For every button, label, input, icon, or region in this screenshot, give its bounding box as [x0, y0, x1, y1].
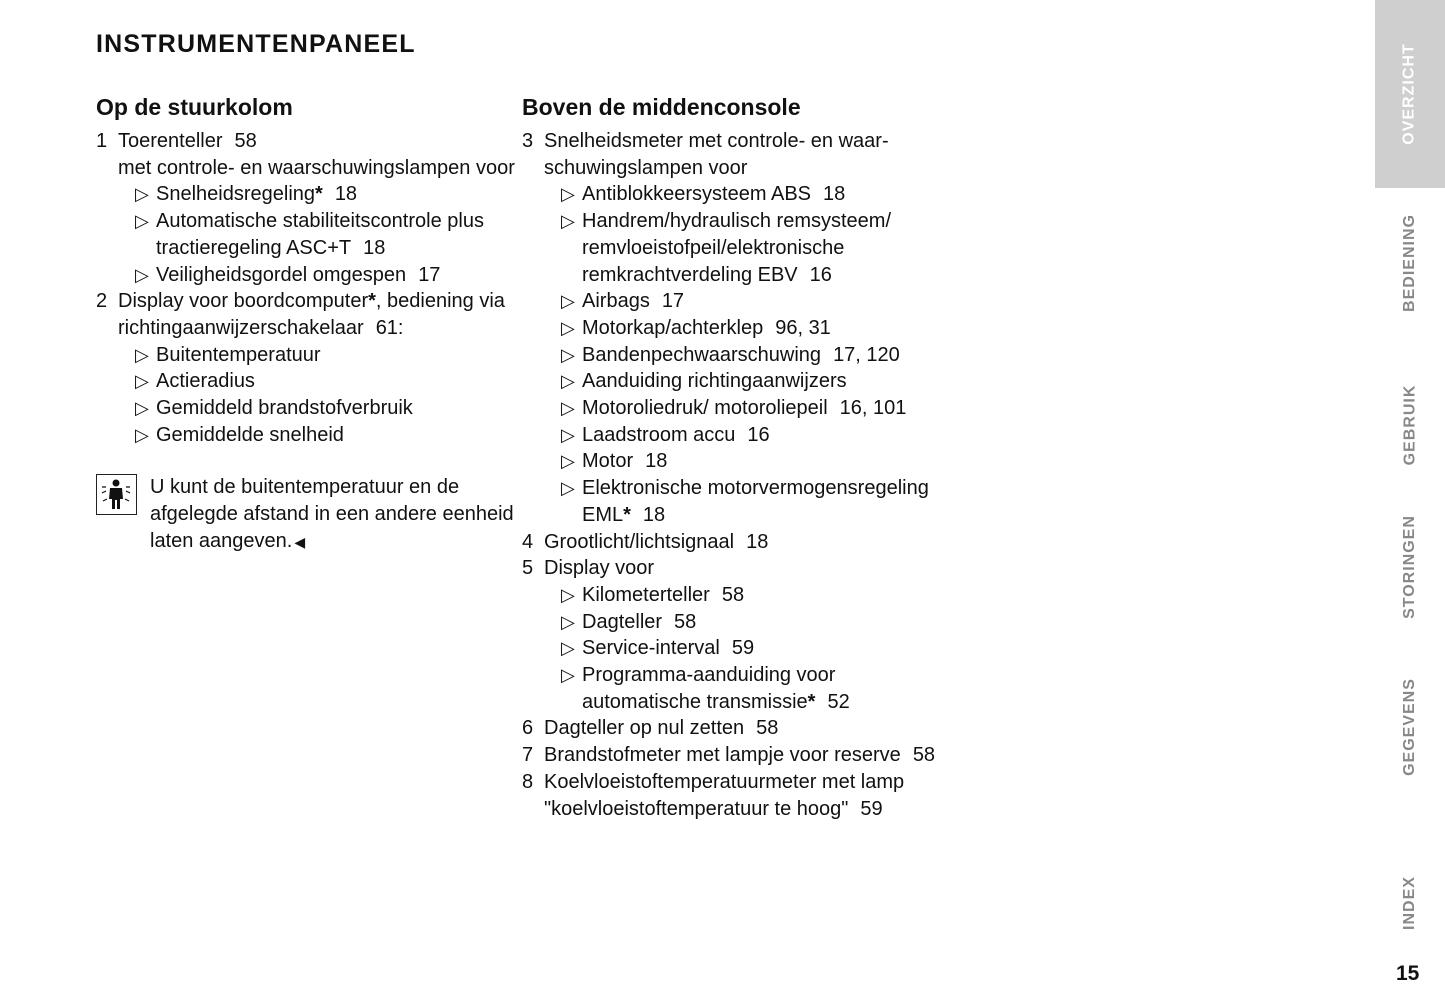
note-text: U kunt de buitentemperatuur en de afgelegde afstand in een andere eenheid laten aangeven.	[150, 476, 514, 552]
sub-item	[544, 582, 942, 609]
page-ref: 58	[756, 717, 779, 740]
asterisk-mark: *	[315, 183, 323, 206]
sub-item-text: Antiblokkeersysteem ABS	[582, 183, 811, 206]
sub-item-text: Laadstroom accu	[582, 423, 736, 446]
page-ref: 18	[363, 236, 386, 259]
sub-list	[118, 181, 516, 288]
sub-item-text: Airbags	[582, 290, 650, 313]
item-text: Grootlicht/lichtsignaal	[544, 530, 735, 553]
end-marker-icon: ◀	[294, 533, 306, 550]
item-text: Koelvloeistoftemperatuurmeter met lamp "koelvloeistoftemperatuur te hoog"	[544, 770, 905, 820]
sub-item	[118, 342, 516, 369]
triangle-bullet-icon: ▷	[135, 264, 149, 285]
item-number: 6	[522, 717, 534, 740]
sub-item	[544, 208, 942, 288]
triangle-bullet-icon: ▷	[561, 478, 575, 499]
tab-gegevens[interactable]	[1375, 652, 1445, 802]
triangle-bullet-icon: ▷	[561, 611, 575, 632]
triangle-bullet-icon: ▷	[561, 424, 575, 445]
tab-label: OVERZICHT	[1401, 43, 1419, 145]
sub-item	[118, 422, 516, 449]
sub-item-text: Motorkap/achterklep	[582, 316, 764, 339]
left-list	[96, 128, 516, 448]
page-title: INSTRUMENTENPANEEL	[96, 30, 416, 58]
page-ref: 17	[661, 290, 685, 313]
triangle-bullet-icon: ▷	[561, 371, 575, 392]
triangle-bullet-icon: ▷	[135, 424, 149, 445]
triangle-bullet-icon: ▷	[561, 291, 575, 312]
tab-label: INDEX	[1401, 876, 1418, 930]
page-ref: 18	[823, 183, 846, 206]
tab-gebruik[interactable]	[1375, 350, 1445, 500]
page-ref: 18	[334, 183, 358, 206]
right-list	[522, 128, 942, 822]
sub-item	[544, 315, 942, 342]
page-ref: 59	[860, 797, 883, 820]
item-text: Display voor boordcomputer	[118, 290, 369, 313]
sub-item	[544, 662, 942, 715]
page-ref: 96, 31	[775, 316, 831, 339]
sub-item-text: Actieradius	[156, 370, 255, 393]
triangle-bullet-icon: ▷	[135, 184, 149, 205]
tab-label: GEBRUIK	[1401, 384, 1418, 466]
sub-item-text: Motoroliedruk/ motoroliepeil	[582, 397, 828, 420]
sub-item-text: Kilometerteller	[582, 583, 710, 606]
page-ref: 59	[731, 637, 755, 660]
item-number: 8	[522, 770, 534, 793]
page-ref: 52	[827, 690, 850, 713]
asterisk-mark: *	[807, 690, 816, 713]
triangle-bullet-icon: ▷	[561, 211, 575, 232]
item-text: Dagteller op nul zetten	[544, 717, 745, 740]
item-number: 1	[96, 130, 108, 152]
list-item-7	[522, 742, 942, 769]
item-text: Brandstofmeter met lampje voor reserve	[544, 744, 901, 767]
page-ref: 18	[642, 503, 666, 526]
item-number: 3	[522, 130, 534, 152]
sub-item-text: Veiligheidsgordel omgespen	[156, 263, 407, 286]
left-heading: Op de stuurkolom	[96, 94, 293, 120]
triangle-bullet-icon: ▷	[561, 638, 575, 659]
tab-label: STORINGEN	[1401, 515, 1419, 619]
sub-item-text: Elektronische motorvermogensregeling EML	[582, 477, 929, 526]
tab-index[interactable]	[1375, 828, 1445, 978]
page-ref: 18	[746, 530, 769, 553]
note-person-icon	[96, 474, 137, 515]
sub-item-text: Buitentemperatuur	[156, 343, 321, 366]
triangle-bullet-icon: ▷	[135, 211, 149, 232]
triangle-bullet-icon: ▷	[135, 398, 149, 419]
item-text: Snelheidsmeter met controle- en waarschuwingslampen voor	[544, 130, 889, 179]
sub-item	[544, 181, 942, 208]
note-text-wrap	[96, 474, 516, 555]
triangle-bullet-icon: ▷	[561, 665, 575, 686]
sub-item	[118, 208, 516, 261]
list-item-4	[522, 529, 942, 556]
page-ref: 58	[912, 744, 936, 767]
sub-item	[118, 262, 516, 289]
sub-item-text: Handrem/hydraulisch remsysteem/ remvloeistofpeil/elektronische remkrachtverdeling EBV	[582, 210, 891, 286]
left-column	[96, 92, 516, 556]
sub-item	[544, 422, 942, 449]
triangle-bullet-icon: ▷	[135, 371, 149, 392]
section-tabs	[1375, 0, 1445, 998]
sub-item-text: Gemiddeld brandstofverbruik	[156, 397, 413, 420]
item-continuation: met controle- en waarschuwingslampen voor	[118, 156, 515, 179]
page-ref: 61:	[375, 316, 404, 339]
item-text: Toerenteller	[118, 130, 223, 152]
sub-list	[544, 582, 942, 716]
list-item-1	[96, 128, 516, 288]
sub-item-text: Automatische stabiliteitscontrole plus tractieregeling ASC+T	[156, 210, 484, 259]
sub-item	[544, 448, 942, 475]
sub-item	[118, 395, 516, 422]
note-block	[96, 474, 516, 555]
sub-item-text: Snelheidsregeling	[156, 183, 316, 206]
item-text: Display voor	[544, 557, 655, 580]
item-number: 5	[522, 557, 534, 580]
page-ref: 17, 120	[833, 343, 900, 366]
item-number: 7	[522, 744, 534, 767]
page-ref: 58	[721, 583, 745, 606]
list-item-3	[522, 128, 942, 529]
triangle-bullet-icon: ▷	[561, 451, 575, 472]
page-ref: 16	[809, 263, 832, 286]
sub-item	[544, 609, 942, 636]
triangle-bullet-icon: ▷	[561, 584, 575, 605]
right-column	[522, 92, 942, 822]
sub-item	[544, 395, 942, 422]
item-number: 4	[522, 530, 534, 553]
sub-item	[118, 368, 516, 395]
sub-item-text: Aanduiding richtingaanwijzers	[582, 370, 847, 393]
sub-item-text: Motor	[582, 450, 634, 473]
page-ref: 18	[645, 450, 668, 473]
sub-item-text: Service-interval	[582, 637, 720, 660]
tab-bediening[interactable]	[1375, 188, 1445, 338]
sub-item-text: Bandenpechwaarschuwing	[582, 343, 822, 366]
tab-storingen[interactable]	[1375, 492, 1445, 642]
sub-item	[544, 475, 942, 528]
page-ref: 16, 101	[839, 397, 907, 420]
item-continuation: , bediening via richtingaanwijzerschakelaar	[118, 290, 505, 339]
right-heading: Boven de middenconsole	[522, 94, 801, 120]
asterisk-mark: *	[623, 503, 631, 526]
tab-label: BEDIENING	[1401, 214, 1418, 312]
sub-list	[544, 181, 942, 528]
sub-list	[118, 342, 516, 449]
asterisk-mark: *	[368, 290, 376, 313]
triangle-bullet-icon: ▷	[561, 317, 575, 338]
list-item-8	[522, 769, 942, 822]
list-item-5	[522, 555, 942, 715]
page-ref: 16	[747, 423, 770, 446]
triangle-bullet-icon: ▷	[561, 184, 575, 205]
list-item-2	[96, 288, 516, 448]
sub-item	[544, 342, 942, 369]
triangle-bullet-icon: ▷	[561, 398, 575, 419]
tab-label: GEGEVENS	[1401, 678, 1418, 776]
page-ref: 58	[674, 610, 697, 633]
list-item-6	[522, 715, 942, 742]
page-number: 15	[1396, 962, 1420, 985]
sub-item	[544, 635, 942, 662]
sub-item	[118, 181, 516, 208]
triangle-bullet-icon: ▷	[135, 344, 149, 365]
sub-item-text: Programma-aanduiding voor automatische transmissie	[582, 664, 836, 713]
item-number: 2	[96, 290, 108, 313]
page-ref: 58	[234, 130, 257, 152]
triangle-bullet-icon: ▷	[561, 344, 575, 365]
sub-item-text: Dagteller	[582, 610, 663, 633]
sub-item-text: Gemiddelde snelheid	[156, 423, 344, 446]
page-ref: 17	[418, 263, 441, 286]
sub-item	[544, 368, 942, 395]
tab-overzicht[interactable]	[1375, 0, 1445, 188]
sub-item	[544, 288, 942, 315]
